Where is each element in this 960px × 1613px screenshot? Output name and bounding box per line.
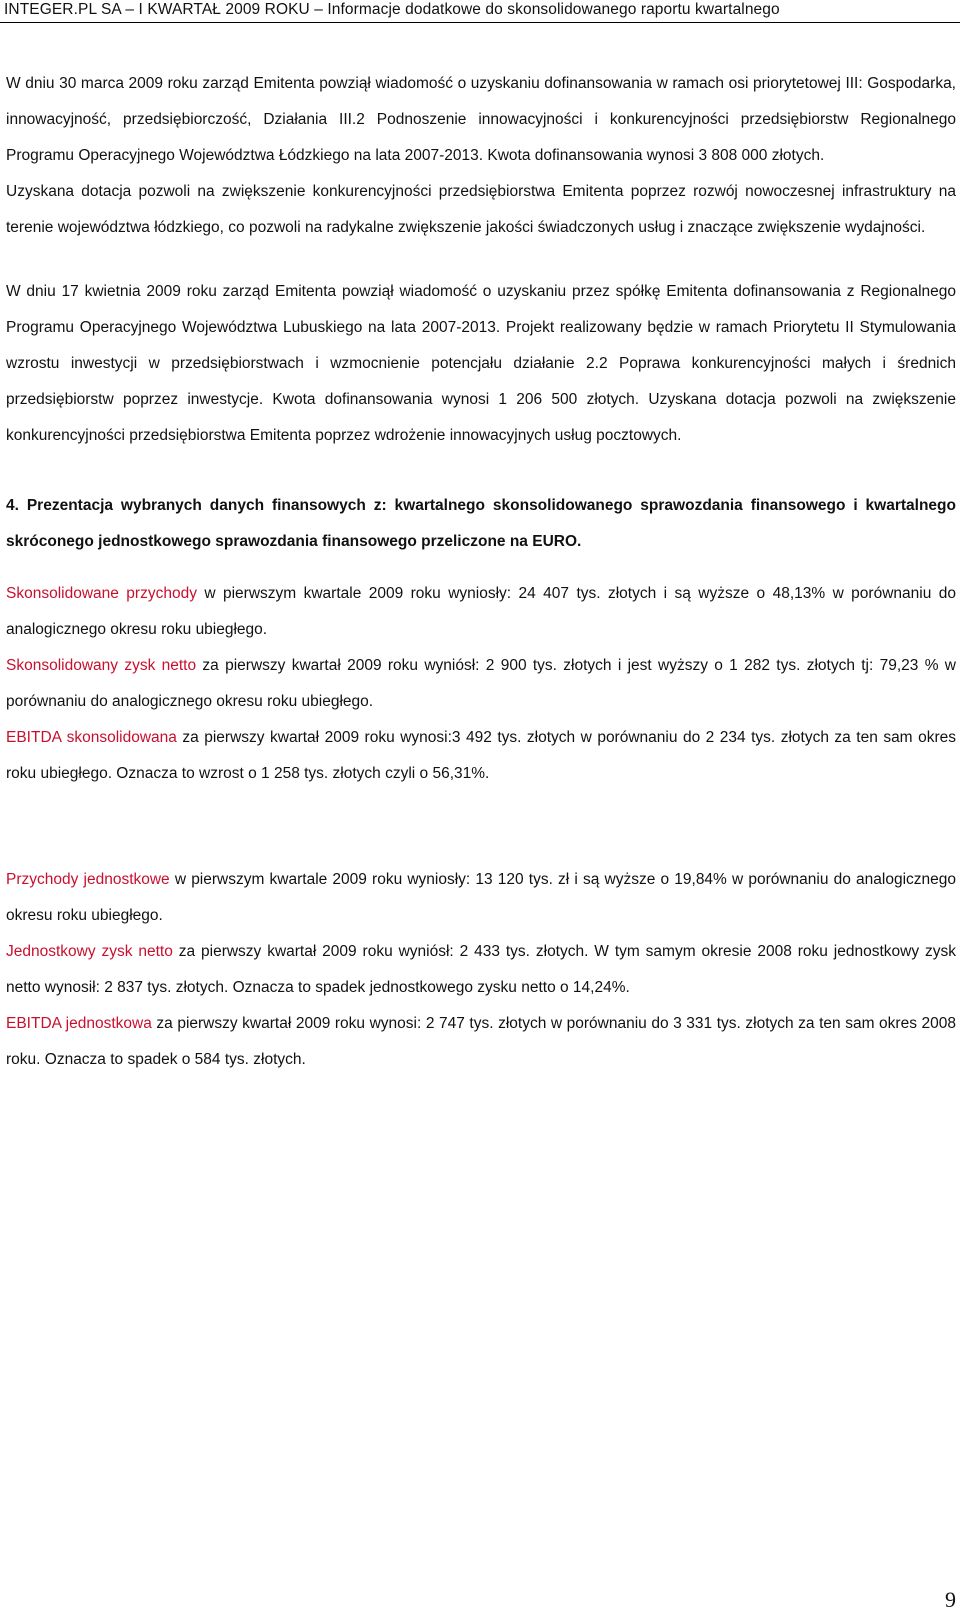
standalone-revenue-text: w pierwszym kwartale 2009 roku wyniosły: 13 120 tys. zł i są wyższe o 19,84% w porównaniu do analogicznego okresu roku ubiegłego. [6,871,956,924]
header-title: INTEGER.PL SA – I KWARTAŁ 2009 ROKU – Informacje dodatkowe do skonsolidowanego raportu kwartalnego [4,1,780,18]
standalone-ebitda-label: EBITDA jednostkowa [6,1015,152,1032]
standalone-ebitda-text: za pierwszy kwartał 2009 roku wynosi: 2 747 tys. złotych w porównaniu do 3 331 tys. złotych za ten sam okres 2008 roku. Oznacza to spadek o 584 tys. złotych. [6,1015,956,1068]
page-number: 9 [945,1587,956,1612]
document-body [6,66,956,1078]
paragraph-grant-lodz: W dniu 30 marca 2009 roku zarząd Emitenta powziął wiadomość o uzyskaniu dofinansowania w ramach osi priorytetowej III: Gospodarka, innowacyjność, przedsiębiorczość, Działania III.2 Podnoszenie innowacyjności i konkurencyjności przedsiębiorstw Regionalnego Programu Operacyjnego Województwa Łódzkiego na lata 2007-2013. Kwota dofinansowania wynosi 3 808 000 złotych. [6,75,956,164]
consolidated-ebitda-label: EBITDA skonsolidowana [6,729,177,746]
consolidated-ebitda-text: za pierwszy kwartał 2009 roku wynosi:3 492 tys. złotych w porównaniu do 2 234 tys. złotych za ten sam okres roku ubiegłego. Oznacza to wzrost o 1 258 tys. złotych czyli o 56,31%. [6,729,956,782]
standalone-revenue-label: Przychody jednostkowe [6,871,170,888]
consolidated-revenue [6,576,956,648]
standalone-revenue [6,862,956,934]
consolidated-net-profit [6,648,956,720]
consolidated-revenue-text: w pierwszym kwartale 2009 roku wyniosły: 24 407 tys. złotych i są wyższe o 48,13% w porównaniu do analogicznego okresu roku ubiegłego. [6,585,956,638]
page-header [0,0,960,23]
consolidated-net-profit-label: Skonsolidowany zysk netto [6,657,197,674]
standalone-net-profit-text: za pierwszy kwartał 2009 roku wyniósł: 2 433 tys. złotych. W tym samym okresie 2008 roku jednostkowy zysk netto wynosił: 2 837 tys. złotych. Oznacza to spadek jednostkowego zysku netto o 14,24%. [6,943,956,996]
standalone-net-profit [6,934,956,1006]
paragraph-grant-lodz-purpose: Uzyskana dotacja pozwoli na zwiększenie konkurencyjności przedsiębiorstwa Emitenta poprzez rozwój nowoczesnej infrastruktury na terenie województwa łódzkiego, co pozwoli na radykalne zwiększenie jakości świadczonych usług i znaczące zwiększenie wydajności. [6,183,956,236]
section-4-heading: 4. Prezentacja wybranych danych finansowych z: kwartalnego skonsolidowanego sprawozdania finansowego i kwartalnego skróconego jednostkowego sprawozdania finansowego przeliczone na EURO. [6,497,956,550]
standalone-ebitda [6,1006,956,1078]
standalone-net-profit-label: Jednostkowy zysk netto [6,943,173,960]
consolidated-net-profit-text: za pierwszy kwartał 2009 roku wyniósł: 2 900 tys. złotych i jest wyższy o 1 282 tys. złotych tj: 79,23 % w porównaniu do analogicznego okresu roku ubiegłego. [6,657,956,710]
consolidated-revenue-label: Skonsolidowane przychody [6,585,197,602]
consolidated-ebitda [6,720,956,792]
paragraph-grant-lubuskie: W dniu 17 kwietnia 2009 roku zarząd Emitenta powziął wiadomość o uzyskaniu przez spółkę Emitenta dofinansowania z Regionalnego Programu Operacyjnego Województwa Lubuskiego na lata 2007-2013. Projekt realizowany będzie w ramach Priorytetu II Stymulowania wzrostu inwestycji w przedsiębiorstwach i wzmocnienie potencjału działanie 2.2 Poprawa konkurencyjności małych i średnich przedsiębiorstw poprzez inwestycje. Kwota dofinansowania wynosi 1 206 500 złotych. Uzyskana dotacja pozwoli na zwiększenie konkurencyjności przedsiębiorstwa Emitenta poprzez wdrożenie innowacyjnych usług pocztowych. [6,283,956,444]
